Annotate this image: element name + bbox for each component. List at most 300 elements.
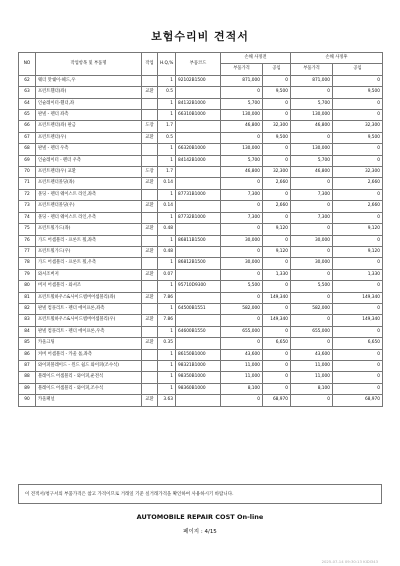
row-work bbox=[142, 258, 158, 269]
row-work bbox=[142, 98, 158, 109]
row-labor-before: 0 bbox=[263, 349, 291, 360]
row-work bbox=[142, 75, 158, 86]
row-labor-before: 0 bbox=[263, 360, 291, 371]
header-part-code: 부품코드 bbox=[176, 53, 221, 76]
row-hq: 1 bbox=[158, 281, 176, 292]
row-part-price-after: 8,100 bbox=[291, 383, 333, 394]
row-part-price-before: 871,000 bbox=[221, 75, 263, 86]
row-labor-after: 0 bbox=[333, 98, 383, 109]
row-item-name: 버저 어셈블리 - 와셔조 bbox=[36, 281, 142, 292]
row-labor-before: 2,660 bbox=[263, 201, 291, 212]
estimate-table bbox=[18, 52, 383, 407]
header-item-name: 작업항목 및 부품명 bbox=[36, 53, 142, 76]
row-item-name: 프런트펜더(우) bbox=[36, 132, 142, 143]
row-hq: 0.48 bbox=[158, 224, 176, 235]
table-row bbox=[19, 178, 383, 189]
row-part-code: 66320B1000 bbox=[176, 144, 221, 155]
header-before-assessment: 손해 사정전 bbox=[221, 53, 291, 64]
table-row bbox=[19, 235, 383, 246]
table-row bbox=[19, 349, 383, 360]
row-hq: 0.5 bbox=[158, 132, 176, 143]
row-labor-after: 0 bbox=[333, 189, 383, 200]
row-labor-before: 149,340 bbox=[263, 315, 291, 326]
row-hq: 1 bbox=[158, 235, 176, 246]
row-part-price-after: 11,000 bbox=[291, 360, 333, 371]
row-no: 73 bbox=[19, 201, 36, 212]
row-labor-after: 9,120 bbox=[333, 246, 383, 257]
row-labor-after: 149,340 bbox=[333, 292, 383, 303]
row-item-name: 판넬 컴플리트 - 펜더 에이프론,우측 bbox=[36, 326, 142, 337]
row-hq: 0.5 bbox=[158, 87, 176, 98]
row-item-name: 프런트휠하우스&사이드멤버어셈블리(좌) bbox=[36, 292, 142, 303]
row-labor-after: 149,340 bbox=[333, 315, 383, 326]
row-no: 88 bbox=[19, 372, 36, 383]
row-labor-before: 0 bbox=[263, 383, 291, 394]
row-part-price-after: 0 bbox=[291, 338, 333, 349]
row-no: 65 bbox=[19, 110, 36, 121]
row-part-code: 87732B1000 bbox=[176, 212, 221, 223]
row-labor-before: 0 bbox=[263, 155, 291, 166]
row-hq: 1.7 bbox=[158, 167, 176, 178]
header-labor-after: 공임 bbox=[333, 64, 383, 75]
row-work bbox=[142, 281, 158, 292]
row-part-code: 86150B1000 bbox=[176, 349, 221, 360]
row-labor-before: 9,500 bbox=[263, 132, 291, 143]
table-row bbox=[19, 155, 383, 166]
row-hq: 1 bbox=[158, 144, 176, 155]
row-part-price-after: 43,600 bbox=[291, 349, 333, 360]
row-labor-before: 32,300 bbox=[263, 121, 291, 132]
table-row bbox=[19, 372, 383, 383]
header-after-assessment: 손해 사정후 bbox=[291, 53, 383, 64]
row-labor-before: 0 bbox=[263, 235, 291, 246]
row-part-code: 95710D9300 bbox=[176, 281, 221, 292]
price-notice: 이 견적서/청구서의 부품가격은 참고 가격이므로 거래일 기준 실거래가격을 확인하여 사용하시기 바랍니다. bbox=[18, 484, 382, 504]
row-hq: 0.14 bbox=[158, 178, 176, 189]
row-labor-after: 0 bbox=[333, 349, 383, 360]
row-part-code bbox=[176, 224, 221, 235]
table-row bbox=[19, 121, 383, 132]
row-part-price-before: 8,100 bbox=[221, 383, 263, 394]
row-part-code bbox=[176, 87, 221, 98]
table-row bbox=[19, 281, 383, 292]
row-no: 86 bbox=[19, 349, 36, 360]
table-row bbox=[19, 212, 383, 223]
row-part-price-before: 11,000 bbox=[221, 372, 263, 383]
row-part-code bbox=[176, 395, 221, 406]
row-part-price-before: 5,700 bbox=[221, 98, 263, 109]
row-part-price-after: 30,000 bbox=[291, 258, 333, 269]
row-labor-before: 0 bbox=[263, 281, 291, 292]
row-hq: 7.86 bbox=[158, 315, 176, 326]
row-no: 74 bbox=[19, 212, 36, 223]
row-part-price-before: 655,000 bbox=[221, 326, 263, 337]
row-labor-before: 0 bbox=[263, 110, 291, 121]
row-part-price-before: 46,800 bbox=[221, 167, 263, 178]
row-part-price-before: 5,500 bbox=[221, 281, 263, 292]
row-labor-before: 0 bbox=[263, 189, 291, 200]
row-no: 70 bbox=[19, 167, 36, 178]
footer-title: AUTOMOBILE REPAIR COST On-line bbox=[136, 513, 264, 521]
row-part-code: 86811B1500 bbox=[176, 235, 221, 246]
row-part-code: 98360B1000 bbox=[176, 383, 221, 394]
table-row bbox=[19, 258, 383, 269]
row-part-price-after: 5,700 bbox=[291, 98, 333, 109]
row-part-code: 84142B1000 bbox=[176, 155, 221, 166]
row-item-name: 판넬 - 펜더 우측 bbox=[36, 144, 142, 155]
row-part-price-before: 0 bbox=[221, 132, 263, 143]
row-item-name: 커버 어셈블리 - 카울 톱,좌측 bbox=[36, 349, 142, 360]
row-hq: 7.86 bbox=[158, 292, 176, 303]
row-part-price-before: 7,300 bbox=[221, 212, 263, 223]
row-hq: 1 bbox=[158, 349, 176, 360]
row-item-name: 프런트펜더(좌) 판금 bbox=[36, 121, 142, 132]
row-part-price-after: 130,000 bbox=[291, 144, 333, 155]
row-no: 77 bbox=[19, 246, 36, 257]
row-hq: 1.7 bbox=[158, 121, 176, 132]
row-hq: 1 bbox=[158, 189, 176, 200]
row-no: 87 bbox=[19, 360, 36, 371]
row-part-price-after: 0 bbox=[291, 292, 333, 303]
row-part-price-before: 0 bbox=[221, 246, 263, 257]
row-hq: 1 bbox=[158, 75, 176, 86]
row-no: 79 bbox=[19, 269, 36, 280]
table-row bbox=[19, 98, 383, 109]
row-part-price-after: 46,800 bbox=[291, 167, 333, 178]
table-row bbox=[19, 201, 383, 212]
row-work bbox=[142, 326, 158, 337]
row-no: 85 bbox=[19, 338, 36, 349]
row-work bbox=[142, 383, 158, 394]
row-hq: 1 bbox=[158, 326, 176, 337]
row-part-price-before: 130,000 bbox=[221, 144, 263, 155]
row-part-code: 98350B1000 bbox=[176, 372, 221, 383]
row-work: 교환 bbox=[142, 201, 158, 212]
header-work: 작업 bbox=[142, 53, 158, 76]
row-part-code bbox=[176, 178, 221, 189]
row-labor-before: 68,970 bbox=[263, 395, 291, 406]
row-item-name: 블레이드 어셈블리 - 와이퍼,운전석 bbox=[36, 372, 142, 383]
row-item-name: 몰딩 - 펜더 웨이스트 라인,좌측 bbox=[36, 189, 142, 200]
row-labor-after: 0 bbox=[333, 383, 383, 394]
row-labor-before: 0 bbox=[263, 75, 291, 86]
row-part-price-before: 43,600 bbox=[221, 349, 263, 360]
row-work: 교환 bbox=[142, 292, 158, 303]
row-part-price-before: 0 bbox=[221, 292, 263, 303]
row-part-code bbox=[176, 246, 221, 257]
row-no: 80 bbox=[19, 281, 36, 292]
table-row bbox=[19, 360, 383, 371]
header-labor-before: 공임 bbox=[263, 64, 291, 75]
row-part-price-after: 5,500 bbox=[291, 281, 333, 292]
row-labor-after: 0 bbox=[333, 303, 383, 314]
row-work: 교환 bbox=[142, 132, 158, 143]
row-part-price-before: 7,300 bbox=[221, 189, 263, 200]
row-hq: 1 bbox=[158, 360, 176, 371]
row-part-price-after: 0 bbox=[291, 224, 333, 235]
row-part-price-before: 0 bbox=[221, 201, 263, 212]
row-labor-after: 0 bbox=[333, 155, 383, 166]
row-labor-after: 0 bbox=[333, 360, 383, 371]
row-part-code: 84132B1000 bbox=[176, 98, 221, 109]
row-labor-before: 9,500 bbox=[263, 87, 291, 98]
row-no: 69 bbox=[19, 155, 36, 166]
row-part-price-after: 46,800 bbox=[291, 121, 333, 132]
row-labor-after: 68,970 bbox=[333, 395, 383, 406]
row-no: 72 bbox=[19, 189, 36, 200]
table-row bbox=[19, 269, 383, 280]
row-work bbox=[142, 235, 158, 246]
row-work: 교환 bbox=[142, 224, 158, 235]
row-part-code bbox=[176, 132, 221, 143]
row-part-price-after: 0 bbox=[291, 201, 333, 212]
row-part-price-after: 0 bbox=[291, 395, 333, 406]
row-labor-after: 9,500 bbox=[333, 87, 383, 98]
row-part-price-before: 11,000 bbox=[221, 360, 263, 371]
table-row bbox=[19, 132, 383, 143]
row-no: 75 bbox=[19, 224, 36, 235]
row-labor-before: 9,120 bbox=[263, 224, 291, 235]
row-hq: 1 bbox=[158, 372, 176, 383]
row-work: 교환 bbox=[142, 269, 158, 280]
row-part-code bbox=[176, 292, 221, 303]
row-no: 84 bbox=[19, 326, 36, 337]
row-part-price-before: 0 bbox=[221, 315, 263, 326]
table-row bbox=[19, 75, 383, 86]
table-row bbox=[19, 326, 383, 337]
row-part-price-before: 130,000 bbox=[221, 110, 263, 121]
row-no: 62 bbox=[19, 75, 36, 86]
row-hq: 1 bbox=[158, 110, 176, 121]
row-work bbox=[142, 110, 158, 121]
row-part-price-after: 0 bbox=[291, 315, 333, 326]
row-no: 78 bbox=[19, 258, 36, 269]
row-hq: 1 bbox=[158, 383, 176, 394]
row-work: 교환 bbox=[142, 315, 158, 326]
row-part-price-after: 0 bbox=[291, 87, 333, 98]
row-part-code: 66310B1000 bbox=[176, 110, 221, 121]
row-item-name: 프런트펜더몰딩(좌) bbox=[36, 178, 142, 189]
row-labor-before: 1,330 bbox=[263, 269, 291, 280]
row-hq: 0.48 bbox=[158, 246, 176, 257]
row-labor-before: 0 bbox=[263, 258, 291, 269]
row-hq: 1 bbox=[158, 155, 176, 166]
row-part-code: 64600B1550 bbox=[176, 326, 221, 337]
row-item-name: 인슐레이터-휀더,좌 bbox=[36, 98, 142, 109]
table-row bbox=[19, 338, 383, 349]
row-item-name: 프런트휠가드(우) bbox=[36, 246, 142, 257]
row-labor-after: 0 bbox=[333, 75, 383, 86]
row-part-price-before: 46,800 bbox=[221, 121, 263, 132]
row-labor-before: 0 bbox=[263, 98, 291, 109]
print-timestamp: 2025-07-14 09:30:13 KIDI343 bbox=[321, 559, 378, 564]
header-part-price-after: 부품가격 bbox=[291, 64, 333, 75]
table-row bbox=[19, 110, 383, 121]
row-hq: 1 bbox=[158, 258, 176, 269]
row-part-code bbox=[176, 121, 221, 132]
row-no: 68 bbox=[19, 144, 36, 155]
row-part-code bbox=[176, 338, 221, 349]
row-labor-before: 149,340 bbox=[263, 292, 291, 303]
row-labor-after: 32,300 bbox=[333, 121, 383, 132]
row-item-name: 판넬 - 펜더 좌측 bbox=[36, 110, 142, 121]
row-work bbox=[142, 144, 158, 155]
table-row bbox=[19, 383, 383, 394]
row-work: 교환 bbox=[142, 395, 158, 406]
table-row bbox=[19, 87, 383, 98]
row-part-price-after: 0 bbox=[291, 269, 333, 280]
table-row bbox=[19, 303, 383, 314]
row-part-price-after: 0 bbox=[291, 132, 333, 143]
row-labor-after: 0 bbox=[333, 110, 383, 121]
row-part-code: 64500B1551 bbox=[176, 303, 221, 314]
row-part-code: 87731B1000 bbox=[176, 189, 221, 200]
row-part-price-after: 871,000 bbox=[291, 75, 333, 86]
row-item-name: 가드 어셈블리 - 프론트 휠,우측 bbox=[36, 258, 142, 269]
row-part-price-after: 30,000 bbox=[291, 235, 333, 246]
row-part-price-after: 655,000 bbox=[291, 326, 333, 337]
row-part-price-after: 5,700 bbox=[291, 155, 333, 166]
row-part-code: 86812B1500 bbox=[176, 258, 221, 269]
row-labor-after: 0 bbox=[333, 326, 383, 337]
row-labor-after: 2,660 bbox=[333, 201, 383, 212]
row-labor-after: 2,660 bbox=[333, 178, 383, 189]
row-labor-before: 6,650 bbox=[263, 338, 291, 349]
row-part-price-after: 0 bbox=[291, 246, 333, 257]
row-hq: 1 bbox=[158, 98, 176, 109]
row-hq: 0.14 bbox=[158, 201, 176, 212]
row-labor-after: 0 bbox=[333, 258, 383, 269]
row-item-name: 와셔조버저 bbox=[36, 269, 142, 280]
row-work: 교환 bbox=[142, 178, 158, 189]
row-no: 83 bbox=[19, 315, 36, 326]
row-labor-before: 0 bbox=[263, 372, 291, 383]
row-hq: 1 bbox=[158, 303, 176, 314]
row-no: 64 bbox=[19, 98, 36, 109]
row-work: 교환 bbox=[142, 87, 158, 98]
row-work: 교환 bbox=[142, 338, 158, 349]
page-number: 페이지 : 4/15 bbox=[183, 529, 217, 535]
row-no: 76 bbox=[19, 235, 36, 246]
row-item-name: 프런트펜더(우) 교환 bbox=[36, 167, 142, 178]
row-item-name: 카울패널 bbox=[36, 395, 142, 406]
row-no: 82 bbox=[19, 303, 36, 314]
row-part-code bbox=[176, 201, 221, 212]
row-item-name: 블레이드 어셈블리 - 와이퍼,조수석 bbox=[36, 383, 142, 394]
row-item-name: 카울크팅 bbox=[36, 338, 142, 349]
table-row bbox=[19, 246, 383, 257]
row-part-code bbox=[176, 167, 221, 178]
row-item-name: 가드 어셈블리 - 프론트 휠,좌측 bbox=[36, 235, 142, 246]
row-labor-before: 0 bbox=[263, 303, 291, 314]
row-item-name: 인슐레이터 - 펜더 우측 bbox=[36, 155, 142, 166]
row-item-name: 프런트휀더(좌) bbox=[36, 87, 142, 98]
row-labor-after: 9,500 bbox=[333, 132, 383, 143]
table-row bbox=[19, 292, 383, 303]
row-part-price-before: 0 bbox=[221, 269, 263, 280]
row-labor-after: 6,650 bbox=[333, 338, 383, 349]
row-part-price-before: 0 bbox=[221, 87, 263, 98]
table-row bbox=[19, 189, 383, 200]
row-labor-after: 0 bbox=[333, 144, 383, 155]
table-row bbox=[19, 224, 383, 235]
row-item-name: 프런트휠하우스&사이드멤버어셈블리(우) bbox=[36, 315, 142, 326]
row-hq: 0.35 bbox=[158, 338, 176, 349]
row-work bbox=[142, 303, 158, 314]
row-work bbox=[142, 189, 158, 200]
row-no: 81 bbox=[19, 292, 36, 303]
row-labor-before: 0 bbox=[263, 144, 291, 155]
row-work bbox=[142, 212, 158, 223]
row-part-code bbox=[176, 315, 221, 326]
row-part-price-after: 7,300 bbox=[291, 189, 333, 200]
row-labor-after: 0 bbox=[333, 281, 383, 292]
row-labor-before: 0 bbox=[263, 326, 291, 337]
row-part-price-before: 582,000 bbox=[221, 303, 263, 314]
row-labor-after: 0 bbox=[333, 372, 383, 383]
row-part-price-after: 7,300 bbox=[291, 212, 333, 223]
row-work: 도장 bbox=[142, 121, 158, 132]
row-part-price-before: 0 bbox=[221, 178, 263, 189]
row-labor-before: 9,120 bbox=[263, 246, 291, 257]
header-no: NO bbox=[19, 53, 36, 76]
row-labor-before: 0 bbox=[263, 212, 291, 223]
table-row bbox=[19, 144, 383, 155]
row-item-name: 몰딩 - 펜더 웨이스트 라인,우측 bbox=[36, 212, 142, 223]
row-part-price-before: 0 bbox=[221, 224, 263, 235]
row-part-price-after: 130,000 bbox=[291, 110, 333, 121]
header-part-price-before: 부품가격 bbox=[221, 64, 263, 75]
row-item-name: 프런트휠가드(좌) bbox=[36, 224, 142, 235]
table-row bbox=[19, 167, 383, 178]
row-no: 63 bbox=[19, 87, 36, 98]
row-part-code: 92102B1500 bbox=[176, 75, 221, 86]
row-part-price-after: 0 bbox=[291, 178, 333, 189]
row-part-price-after: 11,000 bbox=[291, 372, 333, 383]
row-no: 71 bbox=[19, 178, 36, 189]
table-row bbox=[19, 315, 383, 326]
row-work bbox=[142, 155, 158, 166]
row-hq: 3.63 bbox=[158, 395, 176, 406]
row-item-name: 판넬 컴플리트 - 펜더 에이프론,좌측 bbox=[36, 303, 142, 314]
row-labor-after: 0 bbox=[333, 212, 383, 223]
row-part-price-before: 30,000 bbox=[221, 235, 263, 246]
row-no: 89 bbox=[19, 383, 36, 394]
row-labor-before: 2,660 bbox=[263, 178, 291, 189]
row-hq: 1 bbox=[158, 212, 176, 223]
row-labor-after: 1,330 bbox=[333, 269, 383, 280]
row-work bbox=[142, 372, 158, 383]
row-hq: 0.07 bbox=[158, 269, 176, 280]
row-work: 도장 bbox=[142, 167, 158, 178]
row-no: 90 bbox=[19, 395, 36, 406]
row-labor-after: 32,300 bbox=[333, 167, 383, 178]
row-part-price-before: 0 bbox=[221, 395, 263, 406]
header-hq: H.Q,% bbox=[158, 53, 176, 76]
row-work bbox=[142, 360, 158, 371]
row-part-code bbox=[176, 269, 221, 280]
row-part-price-before: 30,000 bbox=[221, 258, 263, 269]
row-no: 67 bbox=[19, 132, 36, 143]
row-part-price-before: 0 bbox=[221, 338, 263, 349]
row-item-name: 와이퍼블레이드 - 윈드 쉴드 와이퍼(조수석) bbox=[36, 360, 142, 371]
row-labor-before: 32,300 bbox=[263, 167, 291, 178]
row-labor-after: 0 bbox=[333, 235, 383, 246]
document-title: 보험수리비 견적서 bbox=[151, 30, 249, 43]
row-work: 교환 bbox=[142, 246, 158, 257]
row-part-price-after: 582,000 bbox=[291, 303, 333, 314]
table-row bbox=[19, 395, 383, 406]
